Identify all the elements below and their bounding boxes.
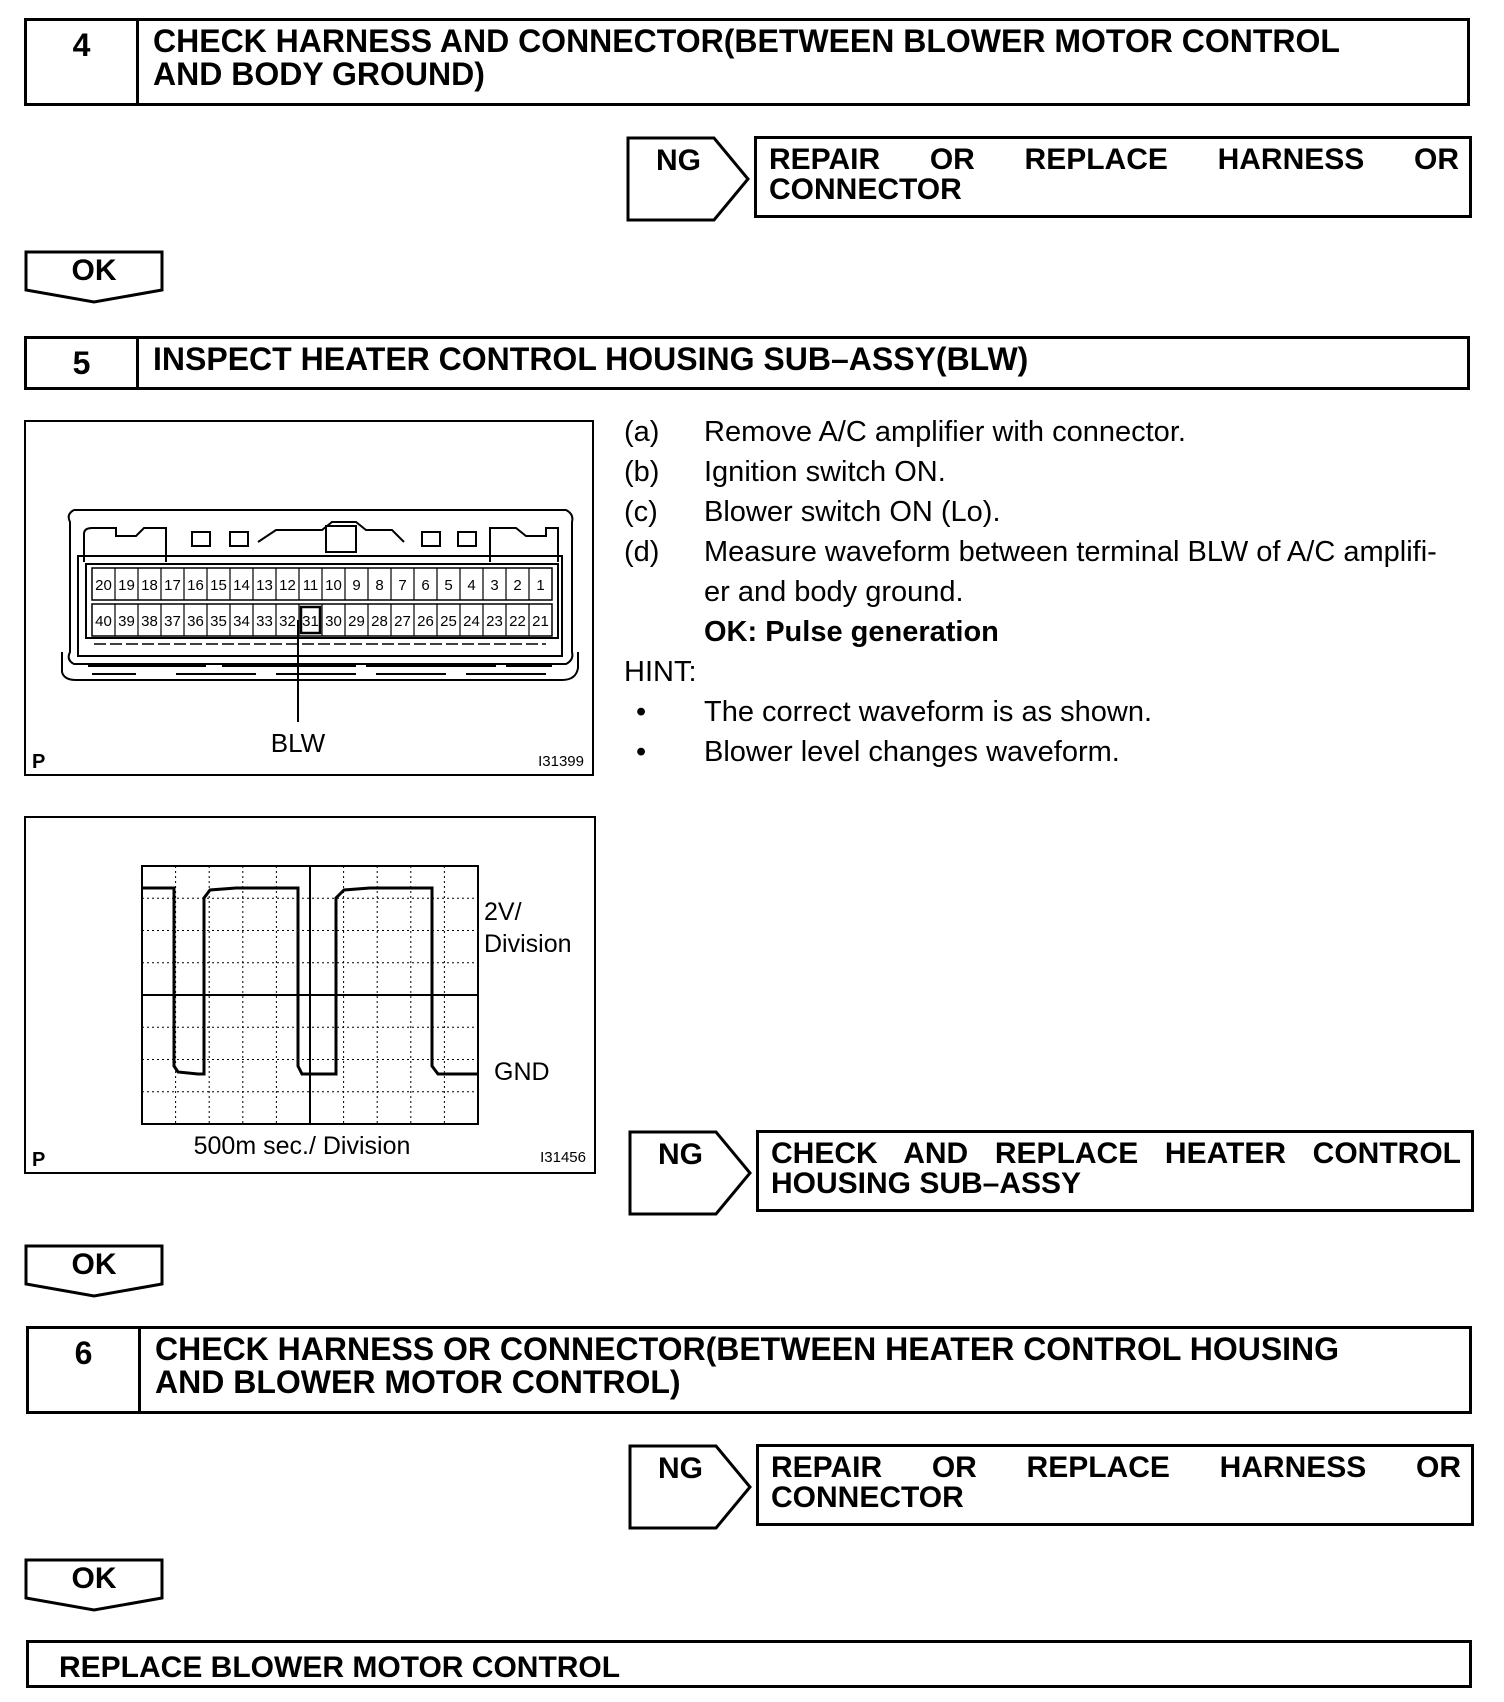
ng-label: NG (656, 144, 701, 177)
step-number: 4 (27, 21, 139, 103)
voltage-scale-label: 2V/ (484, 898, 522, 926)
pin-number: 14 (233, 577, 250, 594)
step-title: INSPECT HEATER CONTROL HOUSING SUB–ASSY(BLW) (153, 341, 1029, 377)
corner-label: P (32, 751, 46, 773)
pin-number: 30 (325, 613, 342, 630)
instruction-step: er and body ground. (704, 576, 964, 608)
instruction-step: (b) Ignition switch ON. (624, 456, 946, 488)
step-5-ok-branch (24, 1244, 164, 1300)
ng-action: CHECK AND REPLACE HEATER CONTROL HOUSING SUB–ASSY (756, 1130, 1474, 1212)
step-4-ok-branch (24, 250, 164, 306)
ng-action: REPAIR OR REPLACE HARNESS OR CONNECTOR (754, 136, 1472, 218)
pin-number: 32 (279, 613, 296, 630)
pin-number: 12 (279, 577, 296, 594)
pin-number: 1 (536, 577, 545, 594)
pin-number: 16 (187, 577, 204, 594)
time-scale-label: 500m sec./ Division (193, 1132, 411, 1160)
pin-number: 15 (210, 577, 227, 594)
step-5-instructions (624, 412, 1474, 772)
step-title: CHECK HARNESS AND CONNECTOR(BETWEEN BLOWER MOTOR CONTROL AND BODY GROUND) (153, 23, 1340, 92)
step-4-header (24, 18, 1470, 106)
pin-number: 40 (95, 613, 112, 630)
hint-item: • Blower level changes waveform. (636, 736, 1120, 768)
pin-number: 38 (141, 613, 158, 630)
pin-number: 35 (210, 613, 227, 630)
pin-number: 39 (118, 613, 135, 630)
pin-grid (86, 564, 558, 644)
oscilloscope-diagram (26, 818, 594, 1172)
ok-label: OK (71, 254, 117, 287)
pin-number: 24 (463, 613, 480, 630)
ok-spec: OK: Pulse generation (704, 616, 999, 648)
instruction-step: (c) Blower switch ON (Lo). (624, 496, 1001, 528)
pin-number: 13 (256, 577, 273, 594)
pin-number: 5 (444, 577, 453, 594)
pin-number: 20 (95, 577, 112, 594)
pin-label: BLW (270, 728, 326, 758)
pin-number: 4 (467, 577, 476, 594)
pin-number: 27 (394, 613, 411, 630)
connector-figure (24, 420, 594, 776)
pin-number: 37 (164, 613, 181, 630)
ng-label: NG (658, 1138, 703, 1171)
pin-number: 22 (509, 613, 526, 630)
pin-number: 28 (371, 613, 388, 630)
pin-number: 6 (421, 577, 430, 594)
final-action: REPLACE BLOWER MOTOR CONTROL (26, 1640, 1472, 1688)
pin-number: 7 (398, 577, 407, 594)
voltage-scale-label: Division (484, 930, 572, 958)
step-number: 6 (29, 1329, 141, 1411)
ng-label: NG (658, 1452, 703, 1485)
pin-number: 3 (490, 577, 499, 594)
pin-number: 19 (118, 577, 135, 594)
pin-number: 36 (187, 613, 204, 630)
ok-label: OK (71, 1248, 117, 1281)
connector-diagram (26, 422, 592, 774)
pin-number: 26 (417, 613, 434, 630)
step-6-ng-branch (628, 1444, 1474, 1530)
pin-number: 21 (532, 613, 549, 630)
pin-number: 33 (256, 613, 273, 630)
pin-number: 31 (302, 613, 319, 630)
step-5-header (24, 336, 1470, 390)
hint-item: • The correct waveform is as shown. (636, 696, 1153, 728)
figure-id: I31399 (538, 753, 584, 770)
instruction-step: (a) Remove A/C amplifier with connector. (624, 416, 1186, 448)
pin-number: 11 (302, 577, 319, 594)
step-4-ng-branch (626, 136, 1472, 222)
pin-number: 18 (141, 577, 158, 594)
pin-number: 17 (164, 577, 181, 594)
pin-number: 9 (352, 577, 361, 594)
pin-number: 29 (348, 613, 365, 630)
step-number: 5 (27, 339, 139, 387)
pin-number: 10 (325, 577, 342, 594)
hint-label: HINT: (624, 656, 697, 688)
pin-number: 2 (513, 577, 522, 594)
pin-number: 25 (440, 613, 457, 630)
step-5-ng-branch (628, 1130, 1474, 1216)
step-6-ok-branch (24, 1558, 164, 1614)
gnd-label: GND (494, 1058, 550, 1086)
figure-id: I31456 (540, 1149, 586, 1166)
step-6-header (26, 1326, 1472, 1414)
step-title: CHECK HARNESS OR CONNECTOR(BETWEEN HEATER CONTROL HOUSING AND BLOWER MOTOR CONTROL) (155, 1331, 1340, 1400)
instruction-step: (d) Measure waveform between terminal BLW of A/C amplifi- (624, 536, 1437, 568)
pin-number: 8 (375, 577, 384, 594)
pin-number: 23 (486, 613, 503, 630)
waveform-figure (24, 816, 596, 1174)
pin-number: 34 (233, 613, 250, 630)
ok-label: OK (71, 1562, 117, 1595)
corner-label: P (32, 1149, 46, 1171)
ng-action: REPAIR OR REPLACE HARNESS OR CONNECTOR (756, 1444, 1474, 1526)
